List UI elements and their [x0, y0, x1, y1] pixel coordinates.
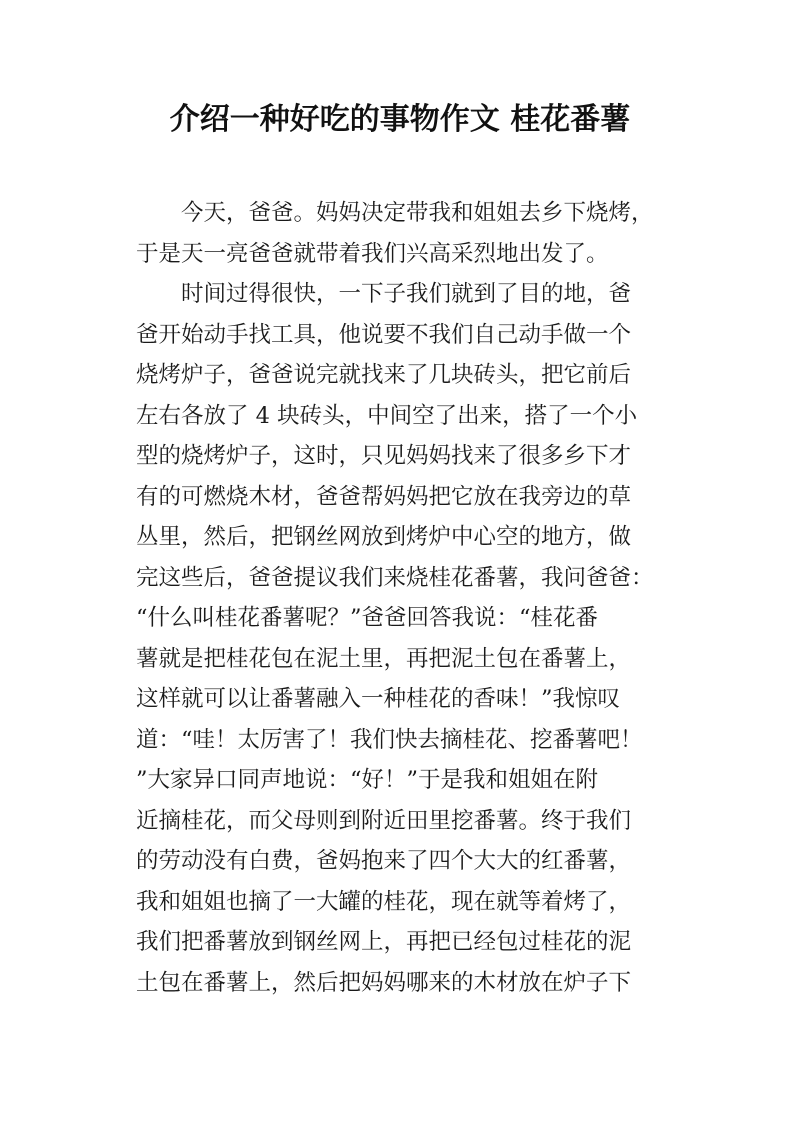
text-line: 薯就是把桂花包在泥土里，再把泥土包在番薯上，: [136, 645, 632, 672]
text-line: 爸开始动手找工具，他说要不我们自己动手做一个: [136, 321, 632, 348]
text-line: 完这些后，爸爸提议我们来烧桂花番薯，我问爸爸：: [136, 564, 654, 591]
text-line: 我们把番薯放到钢丝网上，再把已经包过桂花的泥: [136, 929, 632, 955]
document-body: [136, 193, 668, 1003]
text-line: 今天，爸爸。妈妈决定带我和姐姐去乡下烧烤，: [136, 200, 654, 226]
text-line: 我和姐姐也摘了一大罐的桂花，现在就等着烤了，: [136, 888, 632, 915]
text-line: “什么叫桂花番薯呢？”爸爸回答我说：“桂花番: [136, 605, 599, 631]
text-line: 的劳动没有白费，爸妈抱来了四个大大的红番薯，: [136, 848, 632, 874]
text-line: 型的烧烤炉子，这时，只见妈妈找来了很多乡下才: [136, 443, 632, 469]
text-line: 时间过得很快，一下子我们就到了目的地，爸: [136, 281, 632, 307]
text-line: ”大家异口同声地说：“好！”于是我和姐姐在附: [136, 767, 599, 793]
text-line: 近摘桂花，而父母则到附近田里挖番薯。终于我们: [136, 807, 632, 834]
document-title: 介绍一种好吃的事物作文 桂花番薯: [169, 102, 631, 137]
text-line: 于是天一亮爸爸就带着我们兴高采烈地出发了。: [136, 240, 609, 267]
text-line: 左右各放了 4 块砖头，中间空了出来，搭了一个小: [136, 402, 638, 429]
text-line: 有的可燃烧木材，爸爸帮妈妈把它放在我旁边的草: [136, 483, 632, 510]
text-line: 土包在番薯上，然后把妈妈哪来的木材放在炉子下: [136, 969, 632, 996]
text-line: 这样就可以让番薯融入一种桂花的香味！”我惊叹: [136, 686, 621, 712]
text-line: 烧烤炉子，爸爸说完就找来了几块砖头，把它前后: [136, 362, 632, 388]
text-line: 道：“哇！太厉害了！我们快去摘桂花、挖番薯吧！: [136, 726, 643, 753]
text-line: 丛里，然后，把钢丝网放到烤炉中心空的地方，做: [136, 524, 632, 550]
